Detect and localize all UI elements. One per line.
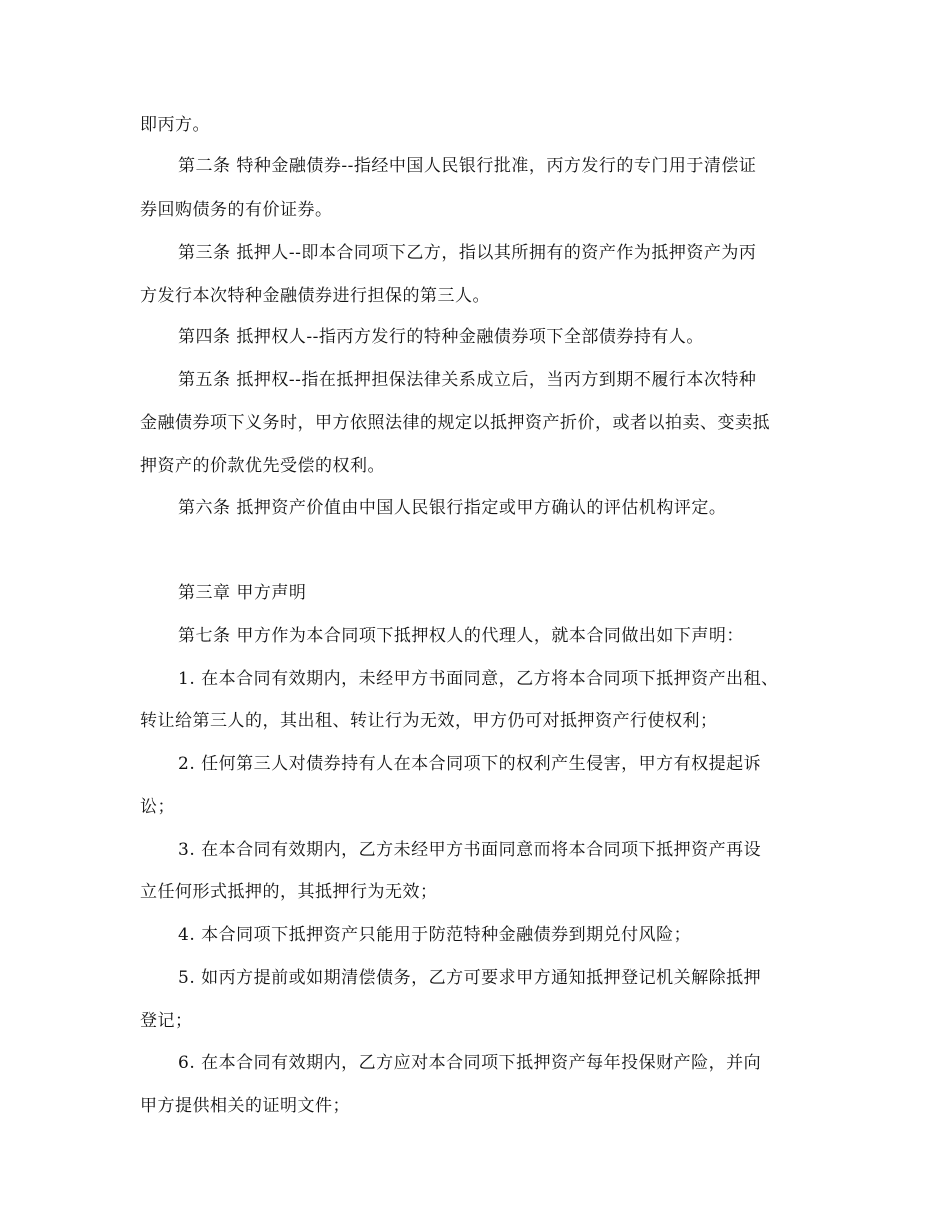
article-6-line: 第六条 抵押资产价值由中国人民银行指定或甲方确认的评估机构评定。 [178, 498, 727, 518]
list-item-6-line: 6. 在本合同有效期内，乙方应对本合同项下抵押资产每年投保财产险，并向 [178, 1053, 762, 1073]
chapter-heading: 第三章 甲方声明 [178, 583, 307, 603]
paragraph-line: 讼； [140, 797, 175, 817]
paragraph-line: 方发行本次特种金融债券进行担保的第三人。 [140, 286, 490, 306]
article-2-line: 第二条 特种金融债券--指经中国人民银行批准，丙方发行的专门用于清偿证 [178, 156, 757, 176]
paragraph-line: 即丙方。 [140, 115, 210, 135]
list-item-5-line: 5. 如丙方提前或如期清偿债务，乙方可要求甲方通知抵押登记机关解除抵押 [178, 968, 762, 988]
paragraph-line: 立任何形式抵押的，其抵押行为无效； [140, 882, 438, 902]
article-4-line: 第四条 抵押权人--指丙方发行的特种金融债券项下全部债券持有人。 [178, 327, 704, 347]
paragraph-line: 转让给第三人的，其出租、转让行为无效，甲方仍可对抵押资产行使权利； [140, 711, 718, 731]
article-3-line: 第三条 抵押人--即本合同项下乙方，指以其所拥有的资产作为抵押资产为丙 [178, 243, 757, 263]
paragraph-line: 金融债券项下义务时，甲方依照法律的规定以抵押资产折价，或者以拍卖、变卖抵 [140, 413, 770, 433]
list-item-2-line: 2. 任何第三人对债券持有人在本合同项下的权利产生侵害，甲方有权提起诉 [178, 754, 762, 774]
paragraph-line: 券回购债务的有价证券。 [140, 200, 333, 220]
paragraph-line: 登记； [140, 1011, 193, 1031]
paragraph-line: 押资产的价款优先受偿的权利。 [140, 456, 385, 476]
list-item-3-line: 3. 在本合同有效期内，乙方未经甲方书面同意而将本合同项下抵押资产再设 [178, 840, 762, 860]
list-item-1-line: 1. 在本合同有效期内，未经甲方书面同意，乙方将本合同项下抵押资产出租、 [178, 669, 779, 689]
paragraph-line: 甲方提供相关的证明文件； [140, 1096, 350, 1116]
article-7-line: 第七条 甲方作为本合同项下抵押权人的代理人，就本合同做出如下声明： [178, 626, 744, 646]
list-item-4-line: 4. 本合同项下抵押资产只能用于防范特种金融债券到期兑付风险； [178, 925, 692, 945]
article-5-line: 第五条 抵押权--指在抵押担保法律关系成立后，当丙方到期不履行本次特种 [178, 370, 757, 390]
